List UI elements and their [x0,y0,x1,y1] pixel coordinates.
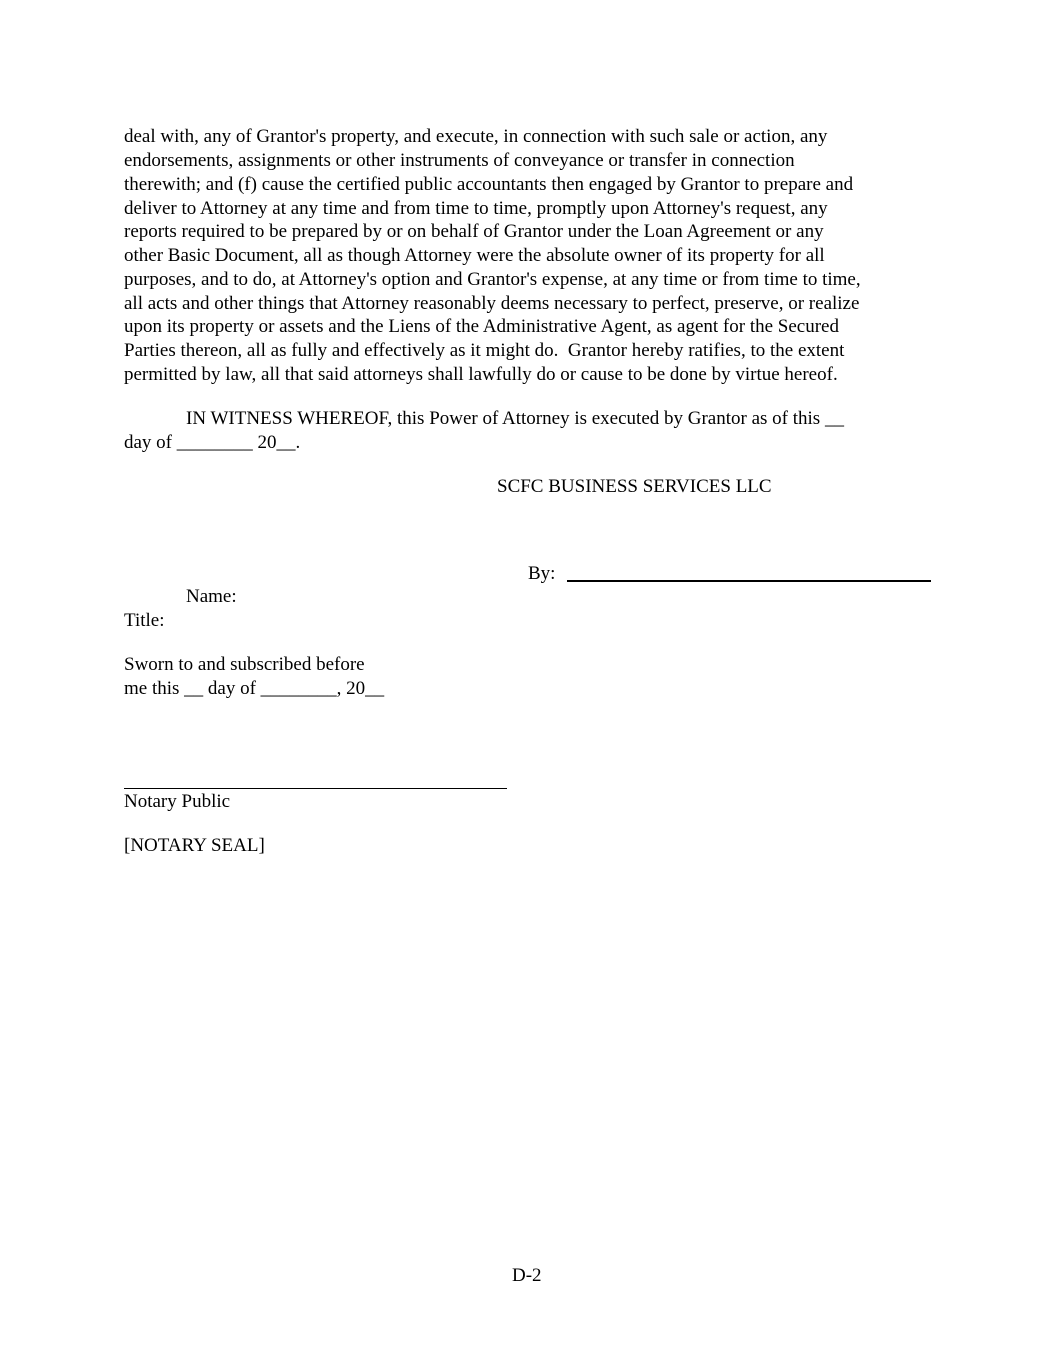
notary-signature-line [124,788,507,789]
body-line: deliver to Attorney at any time and from time to time, promptly upon Attorney's request, any [124,198,828,219]
title-label: Title: [124,610,165,631]
body-line: endorsements, assignments or other instruments of conveyance or transfer in connection [124,150,795,171]
company-name: SCFC BUSINESS SERVICES LLC [497,476,772,497]
body-line: Parties thereon, all as fully and effectively as it might do. Grantor hereby ratifies, to the extent [124,340,845,361]
body-line: upon its property or assets and the Liens of the Administrative Agent, as agent for the Secured [124,316,839,337]
notary-seal-label: [NOTARY SEAL] [124,835,265,856]
jurat-line-1: Sworn to and subscribed before [124,654,365,675]
body-line: deal with, any of Grantor's property, and execute, in connection with such sale or action, any [124,126,828,147]
body-line: therewith; and (f) cause the certified public accountants then engaged by Grantor to prepare and [124,174,854,195]
witness-line-1: IN WITNESS WHEREOF, this Power of Attorney is executed by Grantor as of this __ [186,408,844,429]
body-line: all acts and other things that Attorney reasonably deems necessary to perfect, preserve, or realize [124,293,860,314]
body-line: permitted by law, all that said attorneys shall lawfully do or cause to be done by virtue hereof. [124,364,838,385]
page-number: D-2 [512,1265,542,1286]
body-line: other Basic Document, all as though Attorney were the absolute owner of its property for all [124,245,825,266]
witness-line-2: day of ________ 20__. [124,432,301,453]
by-label: By: [528,563,556,584]
notary-public-label: Notary Public [124,791,231,812]
jurat-line-2: me this __ day of ________, 20__ [124,678,385,699]
signature-line [567,580,931,582]
body-line: reports required to be prepared by or on behalf of Grantor under the Loan Agreement or any [124,221,824,242]
name-label: Name: [186,586,237,607]
body-line: purposes, and to do, at Attorney's option and Grantor's expense, at any time or from time to time, [124,269,861,290]
